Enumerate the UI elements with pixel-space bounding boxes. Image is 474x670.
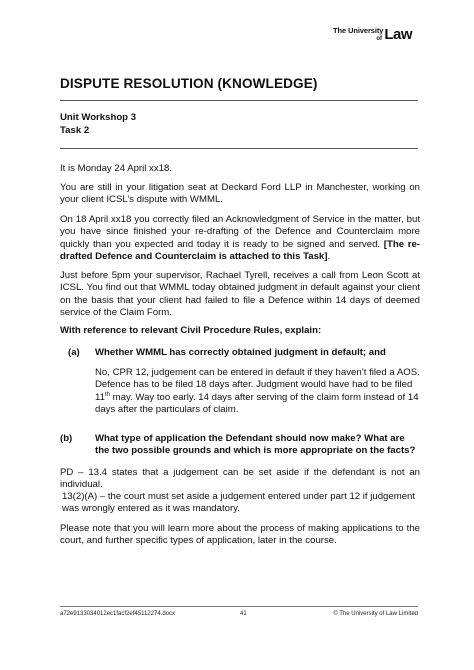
task-label: Task 2	[60, 125, 90, 136]
question-b-label: (b)	[60, 433, 73, 444]
unit-workshop-label: Unit Workshop 3	[60, 112, 137, 123]
closing-note: Please note that you will learn more about the process of making applications to the court, and further specific types of application, later in the course.	[60, 523, 420, 547]
attachment-note: [The re-drafted Defence and Counterclaim is attached to this Task]	[60, 238, 420, 263]
paragraph-date: It is Monday 24 April xx18.	[60, 163, 172, 174]
paragraph-acknowledgment-text: On 18 April xx18 you correctly filed an Acknowledgment of Service in the matter, but you have since finished your re-drafting of the Defence and Counterclaim more quickly than you expected and today it is ready to be signed and served.	[60, 214, 420, 250]
heading-divider	[60, 148, 418, 149]
university-logo	[333, 26, 412, 42]
question-a-text: Whether WMML has correctly obtained judgment in default; and	[95, 347, 386, 358]
paragraph-intro: You are still in your litigation seat at Deckard Ford LLP in Manchester, working on your client ICSL’s dispute with WMML.	[60, 182, 420, 206]
logo-law-text: Law	[384, 26, 412, 43]
answer-a-text-1: No, CPR 12, judgement can be entered in default if they haven’t filed a AOS. Defence has to be filed 18 days after. Judgment would have had to be filed 11	[95, 367, 420, 403]
question-a-label: (a)	[68, 347, 80, 358]
instruction-heading: With reference to relevant Civil Procedure Rules, explain:	[60, 325, 322, 336]
unit-heading	[60, 111, 136, 137]
question-b-text: What type of application the Defendant should now make? What are the two possible grounds and which is more appropriate on the facts?	[95, 433, 416, 457]
answer-b-line-2: 13(2)(A) – the court must set aside a judgement entered under part 12 if judgement was wrongly entered as it was mandatory.	[62, 491, 416, 515]
paragraph-acknowledgment	[60, 214, 420, 264]
logo-of-text: of	[376, 36, 382, 42]
footer-filename: a72e9133034012ec1facf2ef45112274.docx	[60, 611, 175, 617]
answer-a-text-2: may. Way too early. 14 days after serving of the claim form instead of 14 days after the particulars of claim.	[95, 391, 419, 416]
paragraph-default-judgment: Just before 5pm your supervisor, Rachael Tyrell, receives a call from Leon Scott at ICSL. You find out that WMML today obtained judgment in default against your client on the basis that your client had failed to file a Defence within 14 days of deemed service of the Claim Form.	[60, 270, 420, 319]
answer-a	[95, 367, 420, 417]
answer-b-line-1: PD – 13.4 states that a judgement can be set aside if the defendant is not an individual.	[60, 467, 420, 491]
footer-copyright: © The University of Law Limited	[333, 611, 418, 617]
page-title: DISPUTE RESOLUTION (KNOWLEDGE)	[60, 76, 318, 91]
footer-divider	[60, 606, 418, 607]
logo-university-text: The University	[333, 26, 384, 35]
title-divider	[60, 100, 418, 101]
answer-a-superscript: th	[104, 391, 110, 398]
paragraph-acknowledgment-end: .	[327, 251, 331, 263]
footer-page-number: 41	[240, 611, 247, 617]
